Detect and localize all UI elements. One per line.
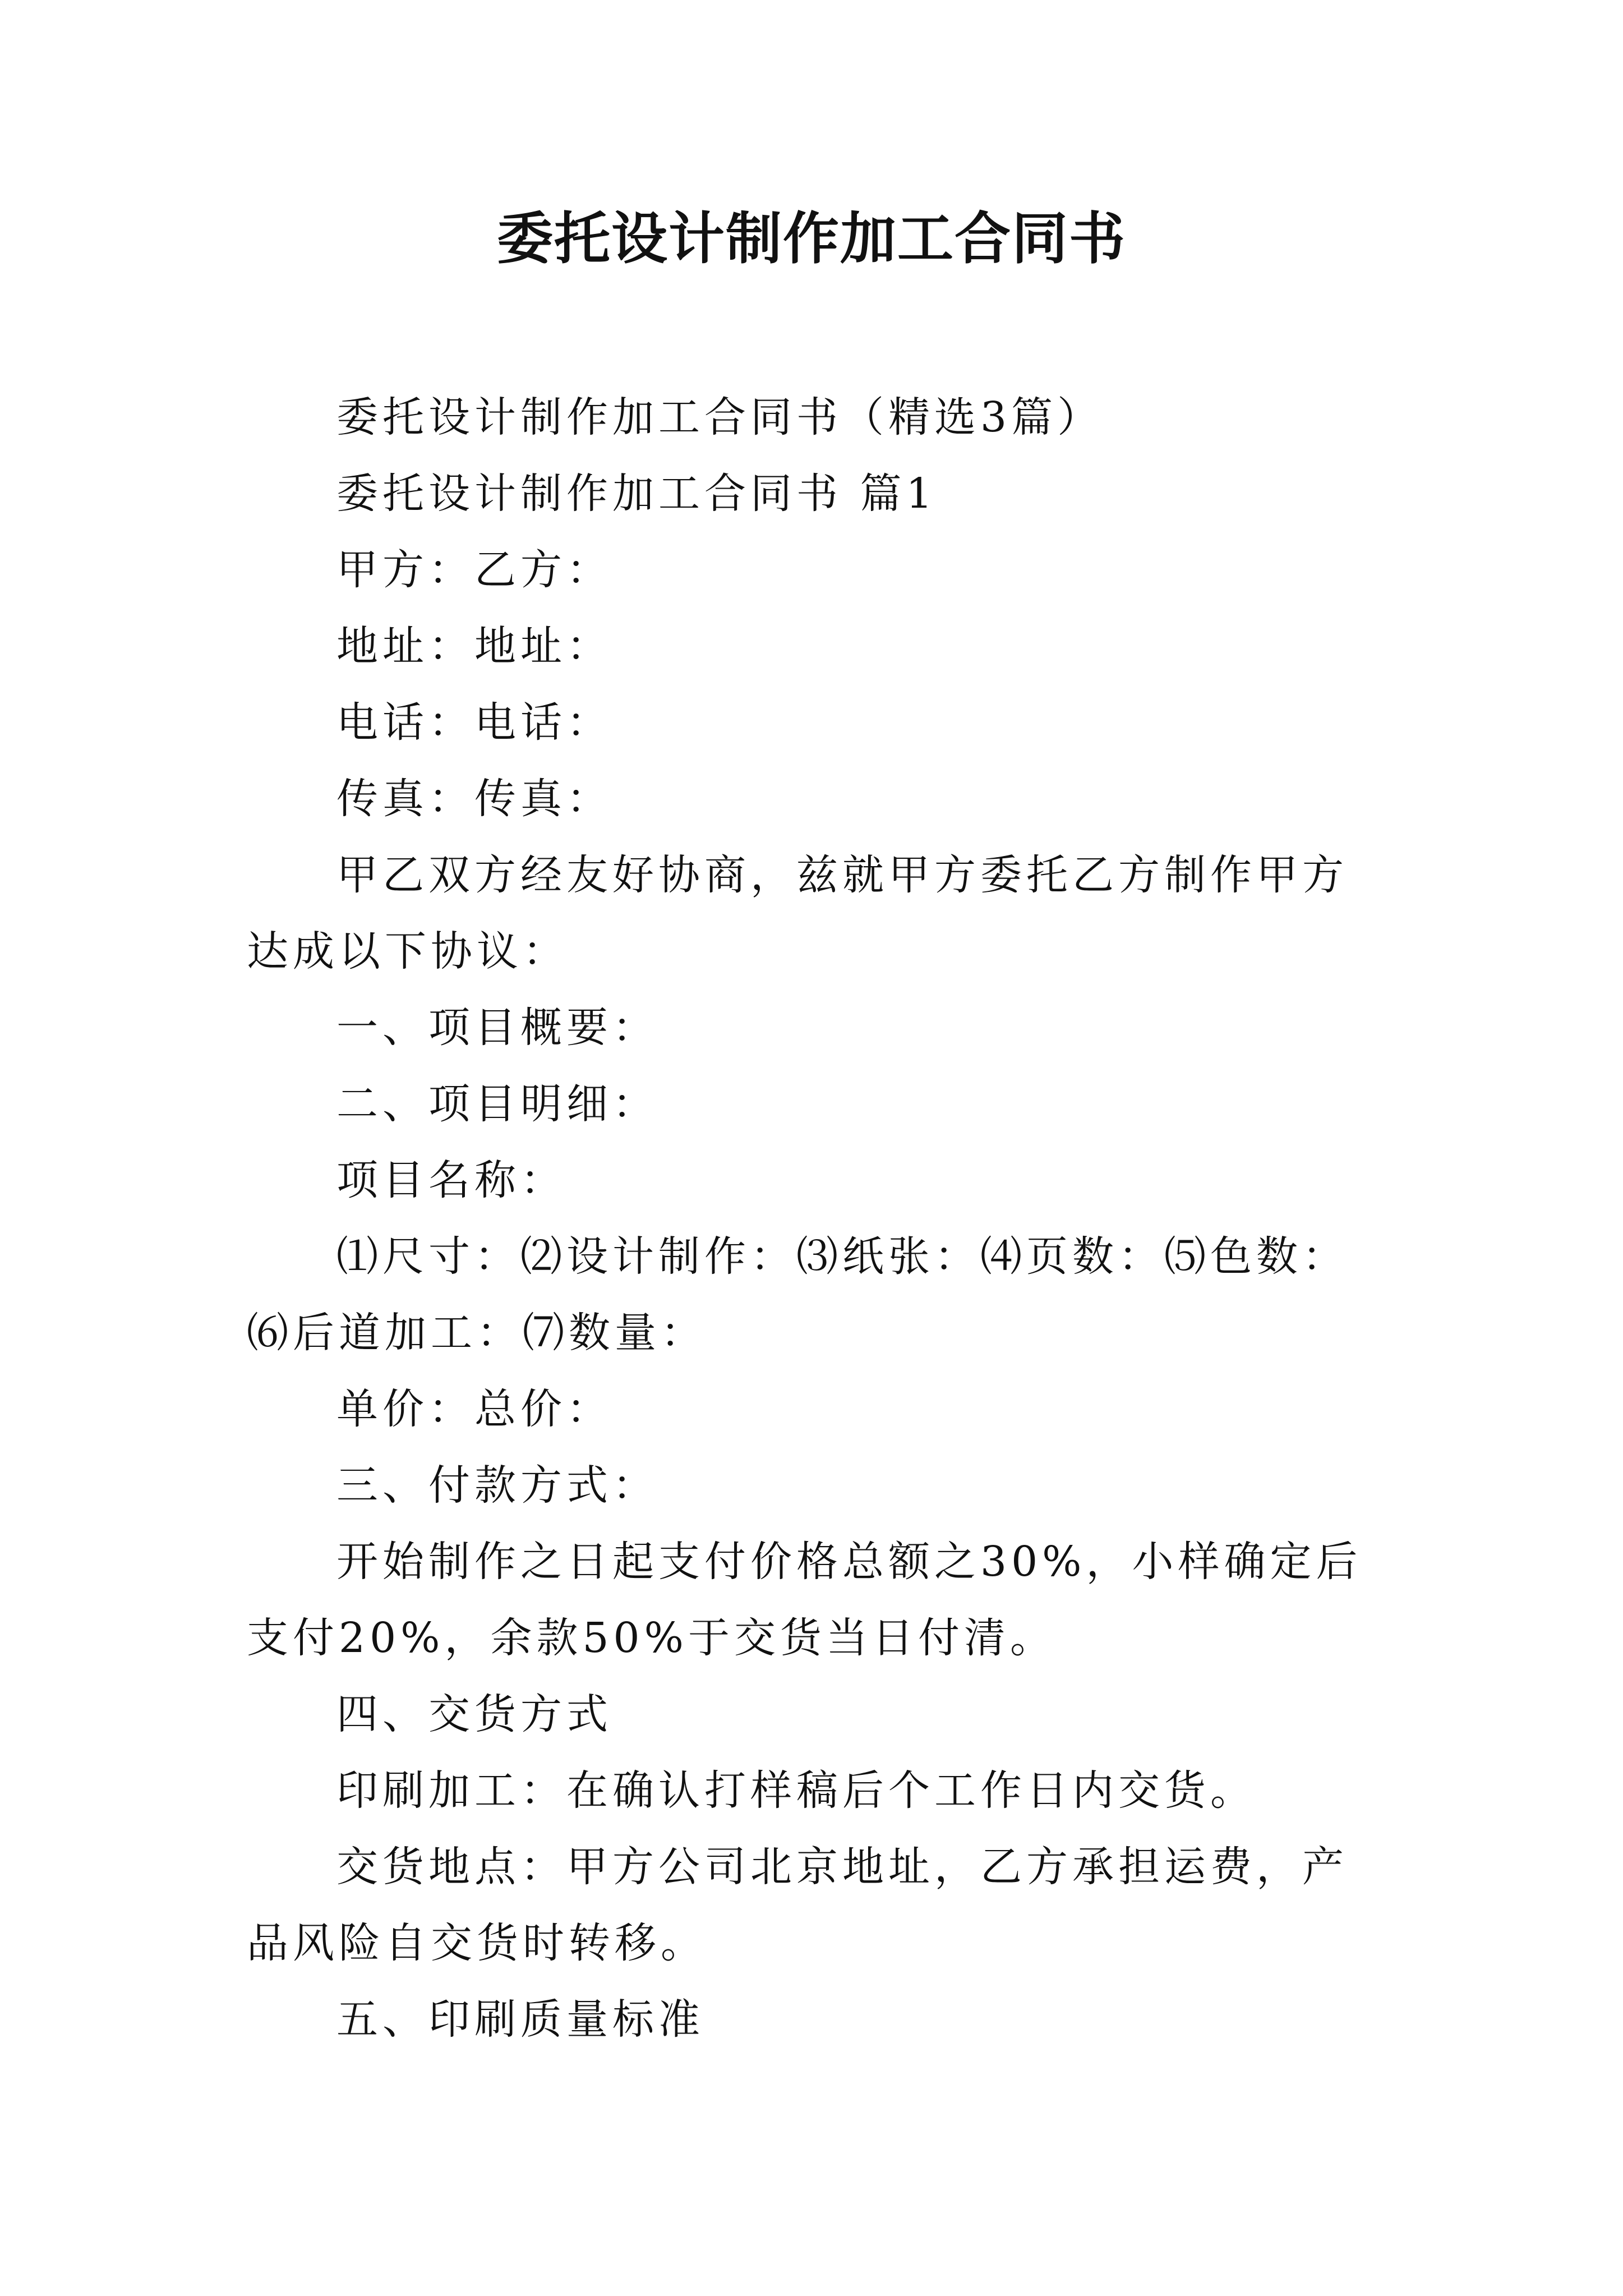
phone-line: 电话：电话：: [336, 698, 612, 747]
payment-terms: 开始制作之日起支付价格总额之30%，小样确定后支付20%，余款50%于交货当日付清。: [247, 1538, 1362, 1662]
document-body: [247, 379, 1385, 2058]
delivery-print-line: 印刷加工：在确认打样稿后个工作日内交货。: [336, 1766, 1256, 1815]
section-heading-part-1: 委托设计制作加工合同书 篇1: [336, 470, 937, 518]
document-title: 委托设计制作加工合同书: [497, 205, 1126, 272]
clause-heading-2: 二、项目明细：: [336, 1080, 658, 1128]
clause-heading-3: 三、付款方式：: [336, 1461, 658, 1510]
party-line: 甲方：乙方：: [336, 546, 612, 594]
clause-heading-4: 四、交货方式: [336, 1690, 612, 1738]
project-name-line: 项目名称：: [336, 1156, 566, 1204]
address-line: 地址：地址：: [336, 622, 612, 670]
clause-heading-5: 五、印刷质量标准: [336, 1995, 704, 2044]
price-line: 单价：总价：: [336, 1385, 612, 1433]
delivery-location-line: 交货地点：甲方公司北京地址，乙方承担运费，产品风险自交货时转移。: [247, 1843, 1348, 1967]
agreement-intro: 甲乙双方经友好协商，兹就甲方委托乙方制作甲方达成以下协议：: [247, 851, 1348, 976]
clause-heading-1: 一、项目概要：: [336, 1004, 658, 1052]
fax-line: 传真：传真：: [336, 775, 612, 823]
project-spec-line: ⑴尺寸：⑵设计制作：⑶纸张：⑷页数：⑸色数：⑹后道加工：⑺数量：: [247, 1232, 1348, 1357]
subtitle-selection: 委托设计制作加工合同书（精选3篇）: [336, 393, 1104, 441]
